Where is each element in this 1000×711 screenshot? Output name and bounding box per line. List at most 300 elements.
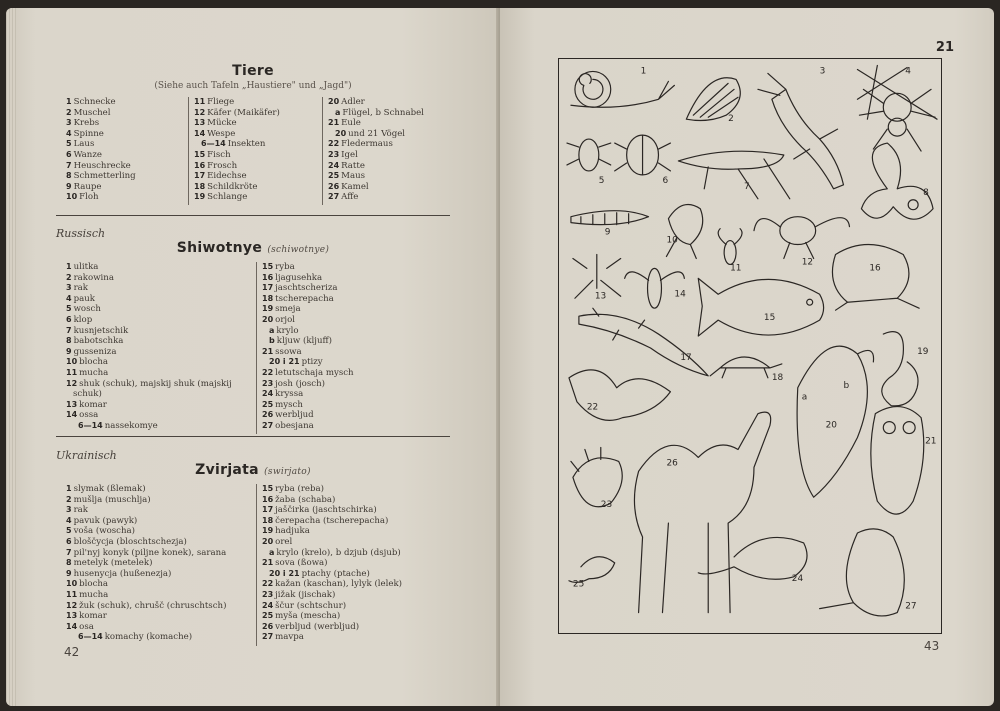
word-entry xyxy=(66,294,232,305)
section-rule xyxy=(56,436,450,437)
entry-word: kljuw (kljuff) xyxy=(276,336,332,347)
word-entry xyxy=(66,516,226,527)
entry-word: josh (josch) xyxy=(275,378,325,389)
entry-number: 2 xyxy=(66,494,72,504)
word-entry xyxy=(66,273,232,284)
entry-word: žaba (schaba) xyxy=(275,494,336,505)
word-entry xyxy=(328,139,424,150)
bug-drawing xyxy=(615,135,671,175)
entry-word: ryba (reba) xyxy=(275,484,324,494)
word-entry xyxy=(262,368,354,379)
entry-number: 23 xyxy=(262,589,274,599)
word-entry xyxy=(66,569,226,580)
column-divider xyxy=(256,484,257,646)
figure-label: 23 xyxy=(600,500,613,511)
section-title: Tiere xyxy=(232,63,274,79)
entry-word: komar xyxy=(79,611,107,622)
entry-word: verbljud (werbljud) xyxy=(275,621,360,632)
entry-number: 2 xyxy=(66,107,72,117)
entry-word: mucha xyxy=(79,589,109,600)
louse-drawing xyxy=(567,139,611,171)
entry-word: werbljud xyxy=(275,410,314,421)
entry-word: bloščycja (bloschtschezja) xyxy=(73,536,187,547)
entry-number: 13 xyxy=(66,611,78,621)
word-entry xyxy=(66,590,226,601)
word-entry xyxy=(328,171,424,182)
word-entry xyxy=(328,161,424,172)
entry-word: kažan (kaschan), lylyk (lelek) xyxy=(275,579,403,590)
page-edges xyxy=(6,8,16,706)
figure-label: 25 xyxy=(572,579,585,590)
word-entry xyxy=(262,336,354,347)
word-entry xyxy=(262,421,354,432)
word-entry xyxy=(262,548,402,559)
figure-label: 27 xyxy=(905,601,917,612)
word-entry xyxy=(66,410,232,421)
entry-word: klop xyxy=(73,314,93,325)
entry-number: 23 xyxy=(328,149,340,159)
figure-label: 26 xyxy=(666,458,678,469)
entry-word: mavpa xyxy=(275,632,304,643)
entry-number: a xyxy=(269,547,275,557)
entry-number: b xyxy=(269,336,275,346)
entry-number: 19 xyxy=(262,526,274,536)
word-entry xyxy=(66,526,226,537)
section-russisch xyxy=(56,227,450,438)
entry-number: 17 xyxy=(262,283,274,293)
entry-number: 5 xyxy=(66,526,72,536)
right-page xyxy=(500,8,994,706)
entry-number: 1 xyxy=(66,97,72,106)
entry-number: 4 xyxy=(66,128,72,138)
word-entry xyxy=(66,379,232,390)
entry-number: 20 xyxy=(262,314,274,324)
entry-number: 3 xyxy=(66,283,72,293)
entry-number: 3 xyxy=(66,118,72,128)
entry-word: tscherepacha xyxy=(275,293,334,304)
word-entry xyxy=(66,357,232,368)
word-entry xyxy=(262,315,354,326)
entry-number: 13 xyxy=(66,399,78,409)
word-entry xyxy=(328,108,424,119)
entry-number: 24 xyxy=(328,160,340,170)
entry-word: obesjana xyxy=(275,420,314,431)
entry-word: blocha xyxy=(79,579,109,590)
entry-number: 24 xyxy=(262,600,274,610)
figure-label: 2 xyxy=(728,114,734,125)
entry-number: 5 xyxy=(66,139,72,149)
section-title: Shiwotnye xyxy=(176,240,263,256)
entry-number: 20 xyxy=(328,97,340,106)
entry-number: 15 xyxy=(262,262,274,271)
entry-word: ossa xyxy=(79,410,99,421)
camel-drawing xyxy=(634,412,770,612)
entry-word: ulitka xyxy=(73,262,99,272)
word-entry xyxy=(262,579,402,590)
column-divider xyxy=(322,97,323,205)
entry-number: 22 xyxy=(328,139,340,149)
entry-word: ljagusehka xyxy=(275,272,323,283)
page-number: 42 xyxy=(64,645,80,659)
entry-number: 27 xyxy=(262,420,274,430)
figure-label: b xyxy=(843,380,850,391)
entry-word: Käfer (Maikäfer) xyxy=(207,107,280,118)
entry-number: 7 xyxy=(66,160,72,170)
entry-number: 4 xyxy=(66,293,72,303)
monkey-drawing xyxy=(820,529,905,616)
snake-drawing xyxy=(882,332,918,406)
section-rule xyxy=(56,215,450,216)
entry-word: krylo xyxy=(276,325,299,336)
entry-word: Affe xyxy=(341,192,359,203)
word-entry xyxy=(66,622,226,633)
entry-word: žuk (schuk), chrušč (chruschtsch) xyxy=(79,600,227,611)
word-entry xyxy=(66,495,226,506)
entry-number: 22 xyxy=(262,579,274,589)
entry-word: wosch xyxy=(73,304,101,315)
entry-word: komar xyxy=(79,399,107,410)
word-entry xyxy=(66,304,232,315)
word-entry xyxy=(194,192,280,203)
entry-number: 21 xyxy=(328,118,340,128)
entry-number: 8 xyxy=(66,336,72,346)
entry-number: 11 xyxy=(66,367,78,377)
entry-word: pavuk (pawyk) xyxy=(73,515,138,526)
figure-label: 1 xyxy=(640,66,647,77)
figure-label: 15 xyxy=(763,313,776,324)
entry-word: mušlja (muschlja) xyxy=(73,494,151,505)
figure-label: 3 xyxy=(819,66,826,77)
word-entry xyxy=(66,129,136,140)
hedgehog-drawing xyxy=(571,447,622,506)
entry-number: 26 xyxy=(262,621,274,631)
word-entry xyxy=(262,294,354,305)
entry-word: Insekten xyxy=(227,139,266,150)
word-entry xyxy=(262,273,354,284)
entry-number: 1 xyxy=(66,484,72,493)
entry-word: blocha xyxy=(79,357,109,368)
figure-label: 16 xyxy=(869,263,881,274)
entry-word: ssowa xyxy=(275,346,302,357)
entry-number: 15 xyxy=(262,484,274,493)
entry-word: osa xyxy=(79,621,94,632)
entry-number: 14 xyxy=(194,128,206,138)
grasshopper-drawing xyxy=(678,151,789,199)
entry-number: a xyxy=(269,325,275,335)
entry-number: 9 xyxy=(66,181,72,191)
entry-word: Eidechse xyxy=(207,171,247,182)
entry-word: Krebs xyxy=(73,118,100,129)
entry-word: orel xyxy=(275,536,293,547)
rat-drawing xyxy=(698,537,807,579)
entry-word: Schnecke xyxy=(73,97,116,107)
entry-word: Frosch xyxy=(207,160,238,171)
word-entry xyxy=(66,161,136,172)
entry-word: pauk xyxy=(73,293,95,304)
word-entry xyxy=(66,97,136,108)
left-page xyxy=(6,8,500,706)
mouse-drawing xyxy=(569,557,615,583)
entry-number: a xyxy=(335,107,341,117)
entry-word: kusnjetschik xyxy=(73,325,129,336)
section-title: Zvirjata xyxy=(195,462,259,478)
figure-label: 22 xyxy=(586,402,599,413)
entry-word: Flügel, b Schnabel xyxy=(342,107,424,118)
word-entry xyxy=(262,347,354,358)
word-entry xyxy=(328,192,424,203)
entry-number: 14 xyxy=(66,410,78,420)
entry-number: 20 i 21 xyxy=(269,568,300,578)
word-entry xyxy=(66,484,226,495)
figure-label: 17 xyxy=(680,352,692,363)
entry-number: 20 xyxy=(262,536,274,546)
word-entry xyxy=(262,601,402,612)
entry-word: Muschel xyxy=(73,107,111,118)
entry-number: 14 xyxy=(66,621,78,631)
entry-number: 18 xyxy=(194,181,206,191)
word-entry xyxy=(262,304,354,315)
word-entry xyxy=(66,192,136,203)
entry-word: nassekomye xyxy=(104,420,158,431)
word-entry xyxy=(262,326,354,337)
entry-word: Wanze xyxy=(73,149,102,160)
entry-word: rakowina xyxy=(73,272,114,283)
entry-number: 5 xyxy=(66,304,72,314)
entry-word: Schlange xyxy=(207,192,248,203)
word-entry xyxy=(194,118,280,129)
fly-drawing xyxy=(718,229,742,265)
entry-number: 20 i 21 xyxy=(269,357,300,367)
entry-number: 6—14 xyxy=(201,139,226,149)
entry-number: 4 xyxy=(66,515,72,525)
entry-word: metelyk (metelek) xyxy=(73,558,153,569)
word-entry xyxy=(262,622,402,633)
figure-label: 18 xyxy=(771,372,784,383)
word-entry xyxy=(262,484,402,495)
entry-number: 10 xyxy=(66,579,78,589)
owl-drawing xyxy=(871,407,924,515)
entry-word: hadjuka xyxy=(275,526,310,537)
entry-number: 11 xyxy=(66,589,78,599)
entry-word: Schildkröte xyxy=(207,181,258,192)
entry-number: 12 xyxy=(66,600,78,610)
word-entry xyxy=(66,336,232,347)
plate-number: 21 xyxy=(935,40,954,55)
section-subtitle: (Siehe auch Tafeln „Haustiere" und „Jagd") xyxy=(154,81,352,91)
entry-number: 15 xyxy=(194,149,206,159)
entry-word: Fledermaus xyxy=(341,139,393,150)
word-entry xyxy=(194,182,280,193)
word-entry xyxy=(66,505,226,516)
entry-number: 6 xyxy=(66,536,72,546)
entry-number: 16 xyxy=(262,494,274,504)
word-column xyxy=(66,262,232,432)
word-entry xyxy=(194,150,280,161)
entry-number: 24 xyxy=(262,389,274,399)
word-entry xyxy=(262,410,354,421)
entry-word: Fisch xyxy=(207,149,231,160)
section-tiere xyxy=(56,63,450,207)
word-entry xyxy=(194,129,280,140)
entry-number: 13 xyxy=(194,118,206,128)
word-entry xyxy=(328,118,424,129)
figure-label: 8 xyxy=(923,187,929,198)
entry-word: mysch xyxy=(275,399,303,410)
word-column xyxy=(328,97,424,203)
entry-number: 16 xyxy=(194,160,206,170)
entry-number: 21 xyxy=(262,558,274,568)
open-book xyxy=(6,8,994,706)
figure-label: 24 xyxy=(791,573,804,584)
word-entry xyxy=(66,283,232,294)
word-entry xyxy=(66,611,226,622)
language-label: Ukrainisch xyxy=(56,449,117,462)
entry-word: ryba xyxy=(275,262,295,272)
entry-word: čerepacha (tscherepacha) xyxy=(275,515,389,526)
entry-number: 11 xyxy=(194,97,206,106)
entry-word: orjol xyxy=(275,314,296,325)
word-entry xyxy=(66,326,232,337)
entry-word: Maus xyxy=(341,171,366,182)
entry-number: 9 xyxy=(66,346,72,356)
word-entry xyxy=(194,108,280,119)
figure-label: 4 xyxy=(905,66,911,77)
entry-word: Eule xyxy=(341,118,361,129)
entry-number: 1 xyxy=(66,262,72,271)
entry-word: Schmetterling xyxy=(73,171,136,182)
entry-number: 17 xyxy=(262,505,274,515)
word-entry xyxy=(262,590,402,601)
word-entry xyxy=(262,495,402,506)
page-number: 43 xyxy=(924,639,940,653)
word-entry xyxy=(262,505,402,516)
word-entry xyxy=(262,611,402,622)
word-entry xyxy=(194,139,280,150)
word-entry xyxy=(262,526,402,537)
entry-number: 8 xyxy=(66,558,72,568)
column-divider xyxy=(188,97,189,205)
entry-number: 25 xyxy=(262,611,274,621)
entry-number: 26 xyxy=(262,410,274,420)
entry-word: und 21 Vögel xyxy=(348,128,406,139)
entry-number: 12 xyxy=(194,107,206,117)
entry-word: voša (woscha) xyxy=(73,526,135,537)
figure-label: 19 xyxy=(917,346,929,357)
entry-number: 18 xyxy=(262,293,274,303)
entry-number: 19 xyxy=(194,192,206,202)
entry-number: 27 xyxy=(328,192,340,202)
snail-drawing xyxy=(571,71,674,107)
flea-drawing xyxy=(666,205,702,259)
entry-word: ščur (schtschur) xyxy=(275,600,347,611)
entry-number: 10 xyxy=(66,192,78,202)
word-entry xyxy=(194,161,280,172)
entry-word: Fliege xyxy=(207,97,235,107)
entry-word: kryssa xyxy=(275,389,304,400)
entry-word: Ratte xyxy=(341,160,365,171)
word-column xyxy=(66,484,226,643)
word-entry xyxy=(66,400,232,411)
word-entry xyxy=(262,632,402,643)
entry-number: 12 xyxy=(66,378,78,388)
entry-number: 22 xyxy=(262,367,274,377)
frog-drawing xyxy=(832,245,919,311)
entry-word: gusseniza xyxy=(73,346,117,357)
beetle-drawing xyxy=(754,217,849,259)
entry-word: jaschtscheriza xyxy=(275,283,338,294)
entry-word: Igel xyxy=(341,149,358,160)
word-entry xyxy=(66,548,226,559)
word-entry xyxy=(66,315,232,326)
animal-illustration-plate xyxy=(558,58,942,634)
entry-word: rak xyxy=(73,505,89,516)
figure-label: 20 xyxy=(825,420,837,431)
entry-number: 25 xyxy=(328,171,340,181)
word-entry xyxy=(328,129,424,140)
figure-label: 6 xyxy=(662,175,669,186)
entry-word: letutschaja mysch xyxy=(275,367,354,378)
entry-number: 26 xyxy=(328,181,340,191)
bat-drawing xyxy=(569,370,670,421)
entry-word: Raupe xyxy=(73,181,102,192)
entry-word: Adler xyxy=(341,97,365,107)
entry-word: mucha xyxy=(79,367,109,378)
word-entry xyxy=(66,421,232,432)
word-entry xyxy=(328,97,424,108)
word-entry xyxy=(66,537,226,548)
word-entry xyxy=(262,569,402,580)
word-column xyxy=(262,484,402,643)
word-entry xyxy=(66,347,232,358)
figure-label: 9 xyxy=(604,227,611,238)
entry-number: 9 xyxy=(66,568,72,578)
word-entry xyxy=(66,182,136,193)
entry-number: 16 xyxy=(262,272,274,282)
word-entry xyxy=(262,537,402,548)
entry-number: 8 xyxy=(66,171,72,181)
entry-word: smeja xyxy=(275,304,301,315)
word-entry xyxy=(66,389,232,400)
column-divider xyxy=(256,262,257,434)
word-entry xyxy=(262,379,354,390)
word-entry xyxy=(262,516,402,527)
entry-word: Laus xyxy=(73,139,95,150)
entry-word: pil'nyj konyk (piljne konek), saranа xyxy=(73,547,227,558)
spider-drawing xyxy=(857,65,937,151)
word-entry xyxy=(262,262,354,273)
fish-drawing xyxy=(698,278,823,336)
figure-label: 5 xyxy=(598,175,605,186)
entry-number: 23 xyxy=(262,378,274,388)
entry-number: 7 xyxy=(66,325,72,335)
entry-number: 20 xyxy=(335,128,347,138)
word-entry xyxy=(66,601,226,612)
section-ukrainisch xyxy=(56,449,450,649)
word-entry xyxy=(66,262,232,273)
lizard-drawing xyxy=(579,308,708,376)
word-entry xyxy=(66,558,226,569)
entry-word: sova (ßowa) xyxy=(275,558,328,569)
transliteration: (schiwotnye) xyxy=(267,245,330,255)
word-entry xyxy=(262,558,402,569)
entry-word: Spinne xyxy=(73,128,104,139)
word-entry xyxy=(66,579,226,590)
word-entry xyxy=(66,171,136,182)
word-entry xyxy=(262,283,354,294)
figure-label: 10 xyxy=(666,235,678,246)
figure-label: 21 xyxy=(925,436,937,447)
word-entry xyxy=(66,118,136,129)
